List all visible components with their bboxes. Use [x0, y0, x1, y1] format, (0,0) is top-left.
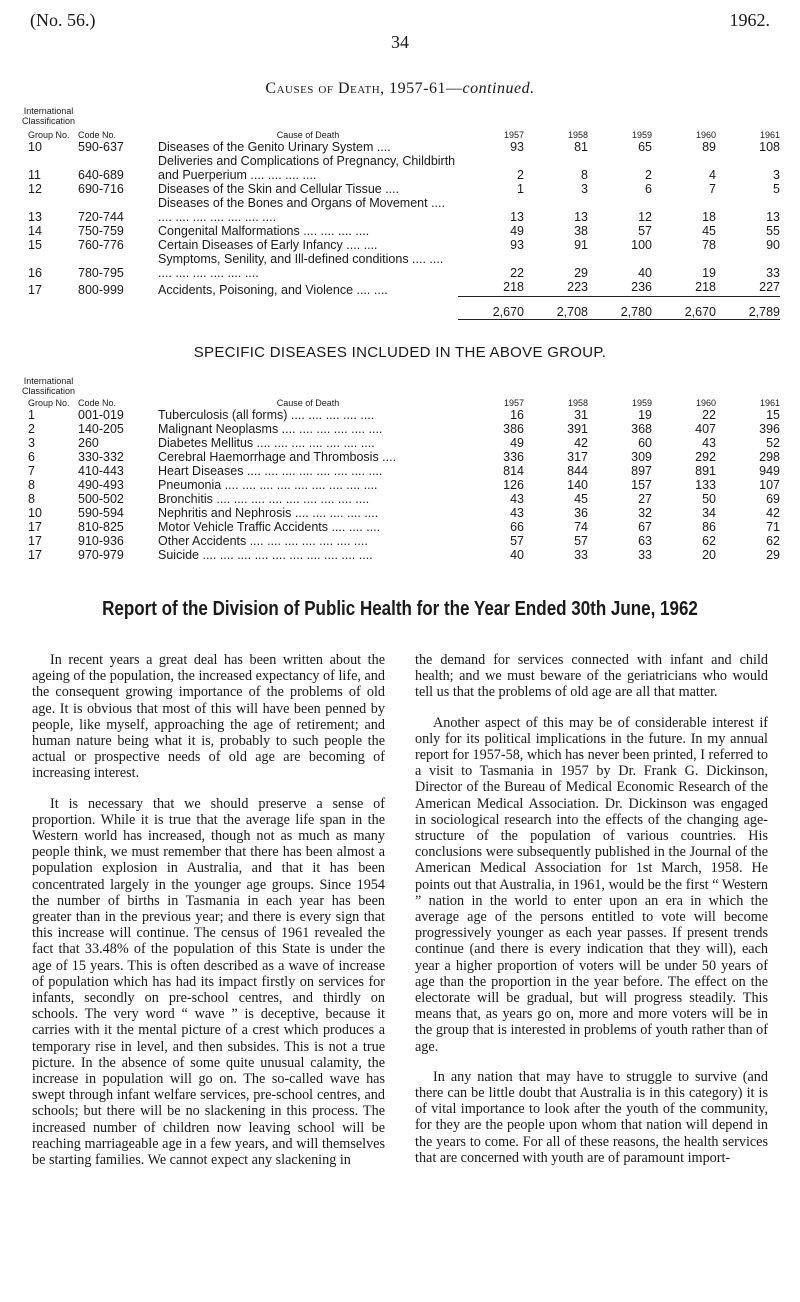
- value-cell: 218: [652, 280, 716, 297]
- page-number: 34: [391, 32, 409, 52]
- value-cell: 133: [695, 478, 716, 492]
- cause-cell: Congenital Malformations .... .... .... ....: [158, 224, 370, 238]
- value-cell: 3: [773, 168, 780, 182]
- value-cell: 407: [695, 422, 716, 436]
- code-cell: 260: [78, 436, 99, 450]
- code-cell: 970-979: [78, 548, 124, 562]
- code-col-header: Code No.: [78, 130, 117, 140]
- report-column-right: [415, 652, 768, 1180]
- table-row: [28, 140, 780, 154]
- table1-title-continued: continued.: [462, 80, 535, 97]
- value-cell: 157: [631, 478, 652, 492]
- table-row: [28, 280, 780, 297]
- year-col-header: 1960: [695, 130, 716, 140]
- cause-col-header: Cause of Death: [276, 398, 340, 408]
- cause-cell: Other Accidents .... .... .... .... .... .... ....: [158, 534, 368, 548]
- value-cell: 1: [517, 182, 524, 196]
- group-cell: 17: [28, 548, 42, 562]
- value-cell: 93: [510, 238, 524, 252]
- value-cell: 227: [716, 280, 780, 297]
- value-cell: 8: [581, 168, 588, 182]
- table1-title-main: Causes of Death, 1957-61: [265, 80, 446, 97]
- year-col-header: 1958: [567, 398, 588, 408]
- value-cell: 15: [766, 408, 780, 422]
- group-cell: 17: [28, 282, 42, 297]
- spacer-cell: [78, 297, 158, 320]
- value-cell: 38: [574, 224, 588, 238]
- group-cell: 2: [28, 422, 35, 436]
- table-row: [28, 238, 780, 252]
- cause-cell: Diseases of the Bones and Organs of Movement .... .... .... .... .... .... .... ....: [158, 196, 445, 224]
- value-cell: 18: [702, 210, 716, 224]
- value-cell: 16: [510, 408, 524, 422]
- table-row: [28, 436, 780, 450]
- value-cell: 43: [510, 506, 524, 520]
- value-cell: 29: [766, 548, 780, 562]
- issue-number: (No. 56.): [30, 10, 96, 30]
- code-cell: 720-744: [78, 210, 124, 224]
- report-column-left: [32, 652, 385, 1182]
- cause-cell: Motor Vehicle Traffic Accidents .... .... ....: [158, 520, 381, 534]
- total-cell: 2,780: [588, 297, 652, 320]
- value-cell: 897: [631, 464, 652, 478]
- value-cell: 22: [510, 266, 524, 280]
- value-cell: 13: [510, 210, 524, 224]
- group-cell: 8: [28, 492, 35, 506]
- value-cell: 317: [567, 450, 588, 464]
- table2-intl-label: International Classification: [22, 376, 76, 396]
- value-cell: 100: [631, 238, 652, 252]
- code-cell: 490-493: [78, 478, 124, 492]
- cause-cell: Certain Diseases of Early Infancy .... ....: [158, 238, 378, 252]
- value-cell: 814: [503, 464, 524, 478]
- value-cell: 60: [638, 436, 652, 450]
- value-cell: 223: [524, 280, 588, 297]
- year-col-header: 1959: [631, 130, 652, 140]
- cause-col-header: Cause of Death: [276, 130, 340, 140]
- value-cell: 32: [638, 506, 652, 520]
- value-cell: 69: [766, 492, 780, 506]
- cause-cell: Tuberculosis (all forms) .... .... .... .... ....: [158, 408, 375, 422]
- value-cell: 90: [766, 238, 780, 252]
- value-cell: 6: [645, 182, 652, 196]
- value-cell: 13: [574, 210, 588, 224]
- group-col-header: Group No.: [28, 398, 70, 408]
- value-cell: 844: [567, 464, 588, 478]
- code-cell: 810-825: [78, 520, 124, 534]
- cause-cell: Bronchitis .... .... .... .... .... .... .... .... ....: [158, 492, 370, 506]
- group-cell: 16: [28, 266, 42, 280]
- code-cell: 500-502: [78, 492, 124, 506]
- value-cell: 57: [574, 534, 588, 548]
- cause-cell: Cerebral Haemorrhage and Thrombosis ....: [158, 450, 397, 464]
- cause-cell: Pneumonia .... .... .... .... .... .... .... .... ....: [158, 478, 378, 492]
- year-col-header: 1961: [759, 398, 780, 408]
- value-cell: 27: [638, 492, 652, 506]
- cause-cell: Nephritis and Nephrosis .... .... .... .... ....: [158, 506, 379, 520]
- spacer-cell: [158, 297, 458, 320]
- code-cell: 330-332: [78, 450, 124, 464]
- value-cell: 33: [638, 548, 652, 562]
- code-cell: 760-776: [78, 238, 124, 252]
- group-cell: 8: [28, 478, 35, 492]
- causes-of-death-table: [28, 130, 780, 320]
- value-cell: 5: [773, 182, 780, 196]
- code-cell: 590-594: [78, 506, 124, 520]
- totals-row: [28, 297, 780, 320]
- report-title: Report of the Division of Public Health for the Year Ended 30th June, 1962: [102, 598, 698, 620]
- code-cell: 001-019: [78, 408, 124, 422]
- report-paragraph: It is necessary that we should preserve a sense of proportion. While it is true that the average life span in the Western world has increased, though not as much as many people think, we must remember that there has been almost a population explosion in Australia, and that it has been concentrated largely in the younger age groups. Since 1954 the number of births in Tasmania in each year has been greater than in the previous year; and there is every sign that this increase will continue. The census of 1961 revealed the fact that 33.48% of the population of this State is under the age of 15 years. This is often described as a wave of increase of population which has had its impact firstly on services for infants, secondly on pre-school centres, and thirdly on schools. The very word “ wave ” is deceptive, because it carries with it the mental picture of a crest which produces a temporary rise in level, and then subsides. This is not a true picture. In the absence of some quite unusual calamity, the increase in population will go on. The so-called wave has swept through infant welfare services, pre-school centres, and schools; but there will be no slackening in this process. The increased number of children now leaving school will be reaching marriageable age in a few years, and will themselves be starting families. We cannot expect any slackening in: [32, 795, 385, 1169]
- value-cell: 65: [638, 140, 652, 154]
- value-cell: 140: [567, 478, 588, 492]
- table-row: [28, 408, 780, 422]
- value-cell: 891: [695, 464, 716, 478]
- code-cell: 590-637: [78, 140, 124, 154]
- code-cell: 410-443: [78, 464, 124, 478]
- value-cell: 31: [574, 408, 588, 422]
- value-cell: 12: [638, 210, 652, 224]
- table-row: [28, 196, 780, 224]
- group-cell: 15: [28, 238, 42, 252]
- value-cell: 62: [766, 534, 780, 548]
- cause-cell: Diabetes Mellitus .... .... .... .... .... .... ....: [158, 436, 375, 450]
- table-row: [28, 450, 780, 464]
- table-row: [28, 464, 780, 478]
- value-cell: 292: [695, 450, 716, 464]
- value-cell: 33: [574, 548, 588, 562]
- group-cell: 10: [28, 506, 42, 520]
- total-cell: 2,708: [524, 297, 588, 320]
- value-cell: 62: [702, 534, 716, 548]
- value-cell: 126: [503, 478, 524, 492]
- year-col-header: 1957: [503, 130, 524, 140]
- value-cell: 43: [702, 436, 716, 450]
- total-cell: 2,670: [458, 297, 524, 320]
- table-row: [28, 534, 780, 548]
- spacer-cell: [28, 297, 78, 320]
- table-row: [28, 492, 780, 506]
- value-cell: 20: [702, 548, 716, 562]
- value-cell: 396: [759, 422, 780, 436]
- value-cell: 81: [574, 140, 588, 154]
- group-cell: 10: [28, 140, 42, 154]
- value-cell: 298: [759, 450, 780, 464]
- group-cell: 7: [28, 464, 35, 478]
- value-cell: 36: [574, 506, 588, 520]
- value-cell: 19: [638, 408, 652, 422]
- value-cell: 52: [766, 436, 780, 450]
- value-cell: 55: [766, 224, 780, 238]
- value-cell: 3: [581, 182, 588, 196]
- value-cell: 949: [759, 464, 780, 478]
- table-row: [28, 252, 780, 280]
- report-paragraph: the demand for services connected with infant and child health; and we must beware of the geriatricians who would tell us that the problems of old age are all that matter.: [415, 652, 768, 701]
- table-row: [28, 224, 780, 238]
- value-cell: 236: [588, 280, 652, 297]
- table-row: [28, 154, 780, 182]
- value-cell: 2: [645, 168, 652, 182]
- value-cell: 309: [631, 450, 652, 464]
- group-cell: 12: [28, 182, 42, 196]
- code-cell: 800-999: [78, 282, 124, 297]
- value-cell: 49: [510, 436, 524, 450]
- table1-title: Causes of Death, 1957-61—continued.: [265, 80, 535, 97]
- year-col-header: 1959: [631, 398, 652, 408]
- table-row: [28, 520, 780, 534]
- value-cell: 336: [503, 450, 524, 464]
- value-cell: 368: [631, 422, 652, 436]
- value-cell: 33: [766, 266, 780, 280]
- year-col-header: 1961: [759, 130, 780, 140]
- value-cell: 93: [510, 140, 524, 154]
- group-col-header: Group No.: [28, 130, 70, 140]
- report-paragraph: In recent years a great deal has been written about the ageing of the population, the increased expectancy of life, and the consequent growing importance of the problems of old age. It is obvious that most of this will have been penned by people, like myself, approaching the age of retirement; and human nature being what it is, probably to such people the actual or prospective needs of old age are becoming of increasing interest.: [32, 652, 385, 782]
- value-cell: 391: [567, 422, 588, 436]
- value-cell: 7: [709, 182, 716, 196]
- value-cell: 57: [638, 224, 652, 238]
- value-cell: 45: [702, 224, 716, 238]
- total-cell: 2,670: [652, 297, 716, 320]
- value-cell: 386: [503, 422, 524, 436]
- value-cell: 22: [702, 408, 716, 422]
- value-cell: 42: [766, 506, 780, 520]
- cause-cell: Diseases of the Skin and Cellular Tissue ....: [158, 182, 400, 196]
- value-cell: 13: [766, 210, 780, 224]
- value-cell: 66: [510, 520, 524, 534]
- year-col-header: 1960: [695, 398, 716, 408]
- group-cell: 13: [28, 210, 42, 224]
- year-col-header: 1958: [567, 130, 588, 140]
- cause-cell: Suicide .... .... .... .... .... .... .... .... .... ....: [158, 548, 373, 562]
- value-cell: 49: [510, 224, 524, 238]
- code-cell: 690-716: [78, 182, 124, 196]
- table-row: [28, 478, 780, 492]
- table-row: [28, 182, 780, 196]
- cause-cell: Heart Diseases .... .... .... .... .... .... .... ....: [158, 464, 383, 478]
- value-cell: 91: [574, 238, 588, 252]
- group-cell: 3: [28, 436, 35, 450]
- value-cell: 50: [702, 492, 716, 506]
- report-paragraph: In any nation that may have to struggle to survive (and there can be little doubt that Australia is in this category) it is of vital importance to look after the youth of the community, for they are the people upon whom that nation will depend in the years to come. For all of these reasons, the health services that are concerned with youth are of paramount import-: [415, 1068, 768, 1166]
- value-cell: 29: [574, 266, 588, 280]
- year-col-header: 1957: [503, 398, 524, 408]
- value-cell: 4: [709, 168, 716, 182]
- code-cell: 910-936: [78, 534, 124, 548]
- value-cell: 43: [510, 492, 524, 506]
- group-cell: 6: [28, 450, 35, 464]
- value-cell: 34: [702, 506, 716, 520]
- cause-cell: Deliveries and Complications of Pregnancy, Childbirth and Puerperium .... .... .... ....: [158, 154, 456, 182]
- value-cell: 67: [638, 520, 652, 534]
- cause-cell: Accidents, Poisoning, and Violence .... ....: [158, 282, 388, 297]
- value-cell: 63: [638, 534, 652, 548]
- total-cell: 2,789: [716, 297, 780, 320]
- cause-cell: Symptoms, Senility, and Ill-defined conditions .... .... .... .... .... .... .... ....: [158, 252, 444, 280]
- value-cell: 74: [574, 520, 588, 534]
- code-cell: 750-759: [78, 224, 124, 238]
- value-cell: 40: [510, 548, 524, 562]
- group-cell: 1: [28, 408, 35, 422]
- value-cell: 42: [574, 436, 588, 450]
- value-cell: 218: [458, 280, 524, 297]
- code-cell: 640-689: [78, 168, 124, 182]
- group-cell: 14: [28, 224, 42, 238]
- specific-diseases-table: [28, 398, 780, 562]
- value-cell: 57: [510, 534, 524, 548]
- value-cell: 89: [702, 140, 716, 154]
- report-paragraph: Another aspect of this may be of considerable interest if only for its political implications in the future. In my annual report for 1957-58, which has never been printed, I referred to a visit to Tasmania in 1957 by Dr. Frank G. Dickinson, Director of the Bureau of Medical Economic Research of the American Medical Association. Dr. Dickinson was engaged in sociological research into the effects of the changing age-structure of the population of various countries. His conclusions were subsequently published in the Journal of the American Medical Association for 1st March, 1958. He points out that Australia, in 1961, would be the first “ Western ” nation in the world to enter upon an era in which the average age of the persons entitled to vote will become progressively younger as each year passes. If present trends continue (and there is every indication that they will), each year a higher proportion of voters will be under 50 years of age than the proportion in the year before. The effect on the electorate will be gradual, but will progress steadily. This means that, as years go on, more and more voters will be in the group that is interested in problems of youth rather than of age.: [415, 714, 768, 1055]
- table1-intl-label: International Classification: [22, 106, 76, 126]
- value-cell: 86: [702, 520, 716, 534]
- value-cell: 108: [759, 140, 780, 154]
- value-cell: 45: [574, 492, 588, 506]
- value-cell: 2: [517, 168, 524, 182]
- group-cell: 17: [28, 534, 42, 548]
- code-cell: 140-205: [78, 422, 124, 436]
- group-cell: 17: [28, 520, 42, 534]
- year-header: 1962.: [729, 10, 770, 30]
- value-cell: 19: [702, 266, 716, 280]
- cause-cell: Malignant Neoplasms .... .... .... .... .... ....: [158, 422, 383, 436]
- value-cell: 78: [702, 238, 716, 252]
- value-cell: 107: [759, 478, 780, 492]
- code-cell: 780-795: [78, 266, 124, 280]
- cause-cell: Diseases of the Genito Urinary System ....: [158, 140, 391, 154]
- table-row: [28, 548, 780, 562]
- value-cell: 40: [638, 266, 652, 280]
- value-cell: 71: [766, 520, 780, 534]
- table2-title: SPECIFIC DISEASES INCLUDED IN THE ABOVE GROUP.: [193, 344, 607, 361]
- table-row: [28, 506, 780, 520]
- code-col-header: Code No.: [78, 398, 117, 408]
- group-cell: 11: [28, 168, 41, 182]
- table-row: [28, 422, 780, 436]
